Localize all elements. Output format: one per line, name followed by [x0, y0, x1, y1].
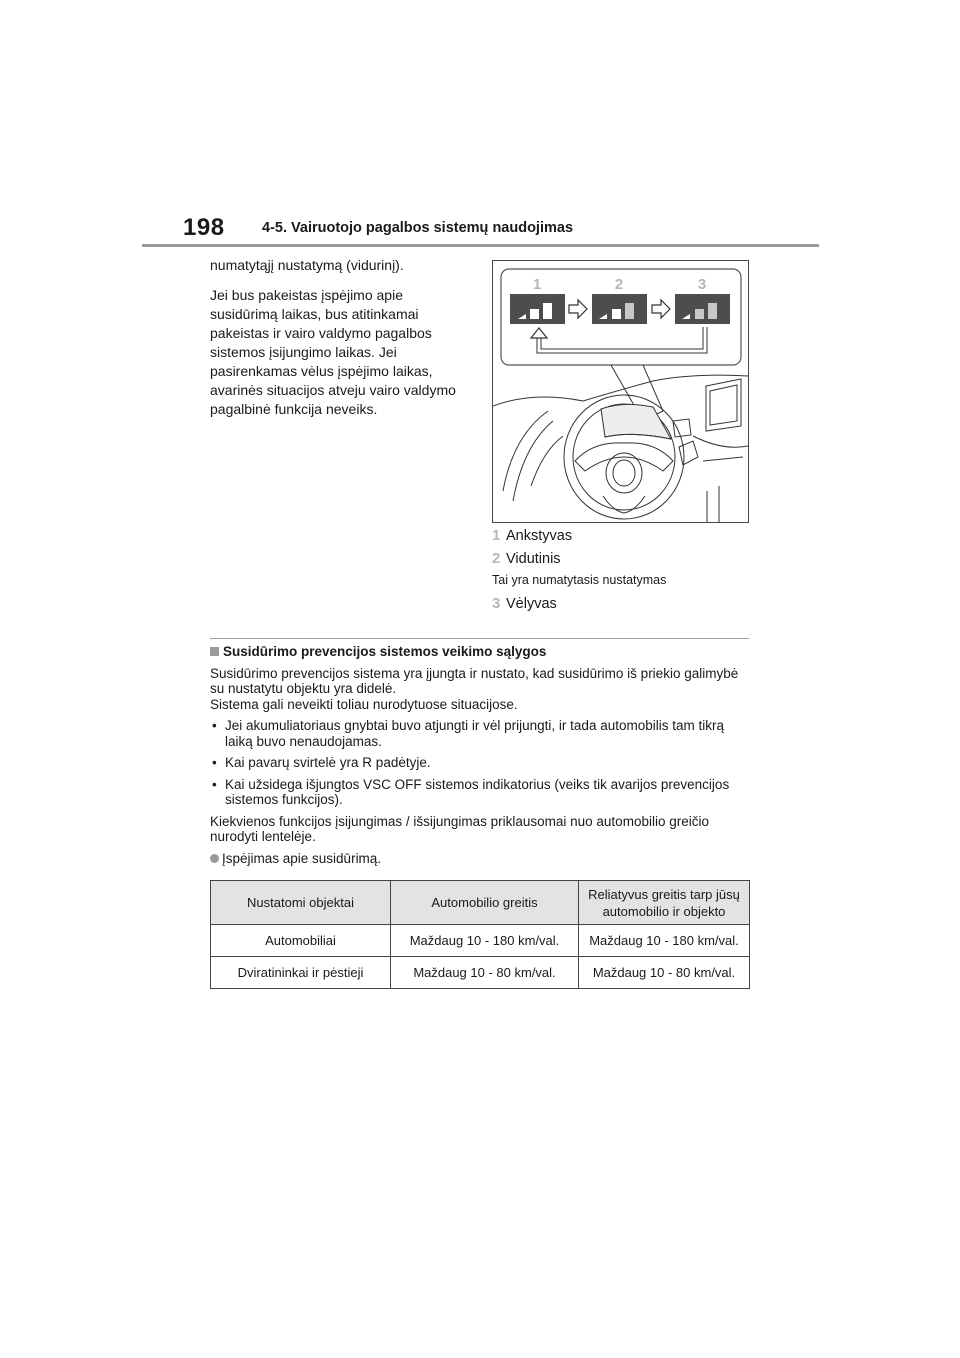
- speed-note: Kiekvienos funkcijos įsijungimas / išsijungimas priklausomai nuo automobilio greičio nurodyti lentelėje.: [210, 813, 709, 844]
- column-header: Reliatyvus greitis tarp jūsų automobilio ir objekto: [579, 881, 750, 925]
- left-column-text: [210, 256, 468, 430]
- circle-bullet-icon: [210, 854, 219, 863]
- section-heading: [210, 644, 750, 660]
- heading-text: Susidūrimo prevencijos sistemos veikimo sąlygos: [223, 644, 547, 659]
- square-bullet-icon: [210, 647, 219, 656]
- table-cell: Maždaug 10 - 180 km/val.: [391, 925, 579, 957]
- paragraph: Jei bus pakeistas įspėjimo apie susidūrimą laikas, bus atitinkamai pakeistas ir vairo valdymo pagalbos sistemos įsijungimo laikas. Jei pasirenkamas vėlus įspėjimo laikas, avarinės situacijos atveju vairo valdymo pagalbinė funkcija neveiks.: [210, 287, 456, 417]
- bullet-dot-icon: •: [212, 755, 217, 770]
- column-header: Automobilio greitis: [391, 881, 579, 925]
- level-icon-early: [510, 294, 565, 324]
- operating-conditions-section: [210, 644, 750, 866]
- legend-item-middle: [492, 550, 749, 567]
- subheading-text: Įspėjimas apie susidūrimą.: [222, 850, 382, 866]
- paragraph: numatytąjį nustatymą (vidurinį).: [210, 257, 404, 273]
- list-item: [210, 755, 750, 771]
- list-item-text: Jei akumuliatoriaus gnybtai buvo atjungti ir vėl prijungti, ir tada automobilis tam tikrą laiką buvo nenaudojamas.: [225, 718, 724, 749]
- bullet-dot-icon: •: [212, 718, 217, 733]
- table-header-row: [211, 881, 750, 925]
- legend-number: 3: [492, 595, 501, 612]
- legend-item-late: [492, 595, 749, 612]
- figure-legend: [492, 527, 749, 618]
- level-icon-late: [675, 294, 730, 324]
- table-row: [211, 957, 750, 989]
- table-cell: Dviratininkai ir pėstieji: [211, 957, 391, 989]
- intro-text-2: Sistema gali neveikti toliau nurodytuose situacijose.: [210, 696, 518, 712]
- level-icon-middle: [592, 294, 647, 324]
- legend-label: Ankstyvas: [506, 528, 573, 544]
- legend-label: Vėlyvas: [506, 596, 557, 612]
- setting-label-2: 2: [614, 276, 624, 293]
- header-divider: [142, 244, 819, 247]
- legend-number: 2: [492, 550, 501, 567]
- list-item: [210, 718, 750, 749]
- intro-text: Susidūrimo prevencijos sistema yra įjungta ir nustato, kad susidūrimo iš priekio galimybė su nustatytu objektu yra didelė.: [210, 665, 739, 696]
- table-row: [211, 925, 750, 957]
- table-cell: Maždaug 10 - 180 km/val.: [579, 925, 750, 957]
- legend-label: Vidutinis: [506, 551, 561, 567]
- subheading: [210, 851, 750, 867]
- warning-timing-illustration: [492, 260, 749, 523]
- table-cell: Automobiliai: [211, 925, 391, 957]
- legend-default-note: Tai yra numatytasis nustatymas: [492, 573, 667, 587]
- list-item: [210, 777, 750, 808]
- setting-label-3: 3: [697, 276, 707, 293]
- table-cell: Maždaug 10 - 80 km/val.: [391, 957, 579, 989]
- section-divider: [210, 638, 749, 639]
- setting-label-1: 1: [532, 276, 542, 293]
- legend-number: 1: [492, 527, 501, 544]
- list-item-text: Kai pavarų svirtelė yra R padėtyje.: [225, 755, 431, 770]
- illustration-svg: [493, 261, 748, 522]
- table-cell: Maždaug 10 - 80 km/val.: [579, 957, 750, 989]
- intro-paragraph: [210, 666, 750, 713]
- column-header: Nustatomi objektai: [211, 881, 391, 925]
- bullet-dot-icon: •: [212, 776, 217, 792]
- list-item-text: Kai užsidega išjungtos VSC OFF sistemos indikatorius (veiks tik avarijos prevencijos sistemos funkcijos).: [225, 776, 730, 807]
- legend-item-early: [492, 527, 749, 544]
- dashboard-drawing: [493, 365, 748, 522]
- section-title: 4-5. Vairuotojo pagalbos sistemų naudojimas: [262, 220, 574, 236]
- page-number: 198: [183, 214, 225, 241]
- speed-range-table: [210, 880, 750, 989]
